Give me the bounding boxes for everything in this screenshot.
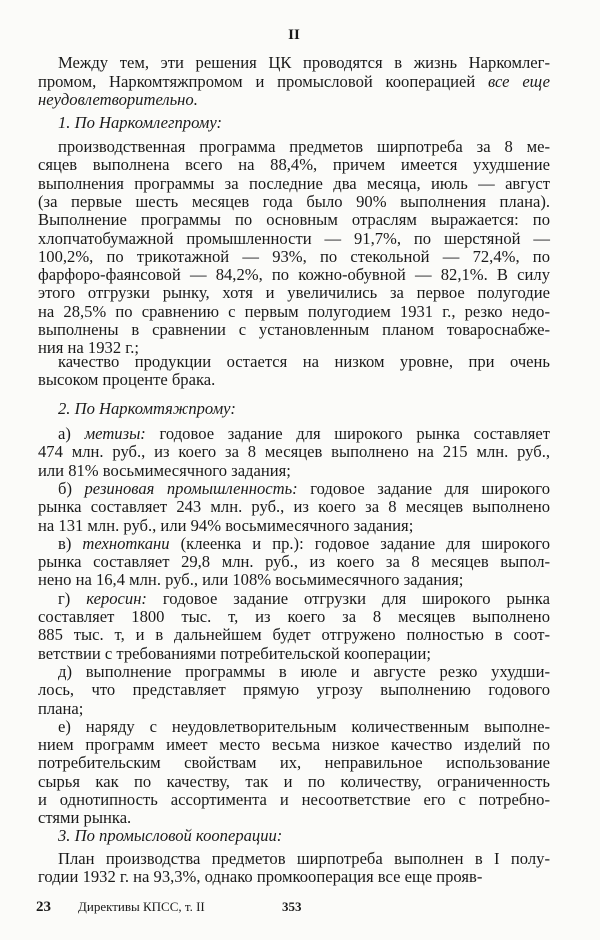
list-item-line: составляет 1800 тыс. т, из коего за 8 месяцев выполнено [38, 607, 550, 626]
item-text: годовое задание для широкого [310, 478, 550, 498]
item-text: годовое задание для широкого рынка составляет [159, 424, 550, 443]
intro-line [38, 73, 550, 91]
paragraph-line: хлопчатобумажной промышленности — 91,7%, по шерстяной — [38, 228, 550, 248]
list-item-line: плана; [38, 698, 84, 718]
list-item-line [58, 425, 550, 443]
list-item-line: лось, что представляет прямую угрозу выполнению годового [38, 680, 550, 700]
paragraph-line: фарфоро-фаянсовой — 84,2%, по кожно-обувной — 82,1%. В силу [38, 265, 550, 285]
list-item-line: нием программ имеет место весьма низкое качество изделий по [38, 735, 550, 755]
list-item-line: нено на 16,4 млн. руб., или 108% восьмимесячного задания; [38, 570, 464, 590]
item-prefix: а) [58, 424, 71, 443]
item-term: резиновая промышленность: [84, 478, 298, 498]
intro-emphasis: все еще [488, 72, 550, 91]
paragraph-line: этого отгрузки рынку, хотя и увеличились за первое полугодие [38, 283, 550, 303]
document-page [38, 0, 550, 940]
page-number: 353 [282, 899, 302, 914]
list-item-line: сырья как по качеству, так и по количеству, ограниченность [38, 771, 550, 791]
paragraph-line: выполнены в сравнении с установленным планом товароснабже- [38, 320, 550, 339]
intro-line: неудовлетворительно. [38, 90, 198, 109]
paragraph-line: выполнения программы за последние два месяца, июль — август [38, 173, 550, 193]
list-item-line [58, 590, 550, 608]
list-item-line: и однотипность ассортимента и несоответствие его с потребно- [38, 790, 550, 809]
paragraph-line: качество продукции остается на низком уровне, при очень [58, 352, 550, 371]
item-text: (клеенка и пр.): годовое задание для широкого [180, 533, 550, 553]
paragraph-line: Выполнение программы по основным отраслям выражается: по [38, 210, 550, 230]
item-prefix: в) [58, 533, 72, 553]
list-item-line: или 81% восьмимесячного задания; [38, 460, 291, 480]
item-prefix: г) [58, 588, 71, 608]
item-term: метизы: [84, 424, 146, 443]
paragraph-line: 100,2%, по трикотажной — 93%, по стекольной — 72,4%, по [38, 246, 550, 266]
list-item-line: потребительским свойствам их, неправильное использование [38, 753, 550, 773]
paragraph-line: ния на 1932 г.; [38, 338, 139, 358]
list-item-line: е) наряду с неудовлетворительным количественным выполне- [58, 716, 550, 736]
intro-text: промом, Наркомтяжпромом и промысловой кооперацией [38, 72, 476, 91]
list-item-line: 474 млн. руб., из коего за 8 месяцев выполнено на 215 млн. руб., [38, 442, 550, 462]
list-item-line: рынка составляет 243 млн. руб., из коего за 8 месяцев выполнено [38, 497, 550, 517]
intro-line: Между тем, эти решения ЦК проводятся в жизнь Наркомлег- [58, 53, 550, 72]
heading-3: 3. По промысловой кооперации: [58, 826, 283, 845]
list-item-line: 885 тыс. т, и в дальнейшем будет отгружено полностью в соот- [38, 625, 550, 645]
item-text: годовое задание отгрузки для широкого рынка [162, 588, 550, 608]
list-item-line [58, 535, 550, 553]
list-item-line: рынка составляет 29,8 млн. руб., из коего за 8 месяцев выпол- [38, 552, 550, 572]
list-item-line [58, 480, 550, 498]
footer-source: Директивы КПСС, т. II [78, 899, 205, 914]
paragraph-line: План производства предметов ширпотреба выполнен в I полу- [58, 849, 550, 868]
list-item-line: ветствии с требованиями потребительской кооперации; [38, 643, 431, 663]
paragraph-line: сяцев выполнена всего на 88,4%, причем имеется ухудшение [38, 155, 550, 175]
heading-2: 2. По Наркомтяжпрому: [58, 399, 236, 418]
paragraph-line: (за первые шесть месяцев года было 90% выполнения плана). [38, 191, 550, 211]
paragraph-line: высоком проценте брака. [38, 370, 216, 390]
paragraph-line: годии 1932 г. на 93,3%, однако промкооперация все еще прояв- [38, 867, 483, 887]
signature-mark: 23 [36, 899, 51, 915]
item-term: техноткани [82, 533, 170, 553]
paragraph-line: производственная программа предметов ширпотреба за 8 ме- [58, 137, 550, 156]
heading-1: 1. По Наркомлегпрому: [58, 113, 222, 132]
item-prefix: б) [58, 478, 72, 498]
paragraph-line: на 28,5% по сравнению с первым полугодием 1931 г., резко недо- [38, 301, 550, 321]
list-item-line: на 131 млн. руб., или 94% восьмимесячного задания; [38, 515, 414, 535]
section-mark: II [288, 27, 300, 43]
list-item-line: д) выполнение программы в июле и августе резко ухудши- [58, 661, 550, 681]
item-term: керосин: [86, 588, 147, 608]
list-item-line: стями рынка. [38, 808, 132, 828]
